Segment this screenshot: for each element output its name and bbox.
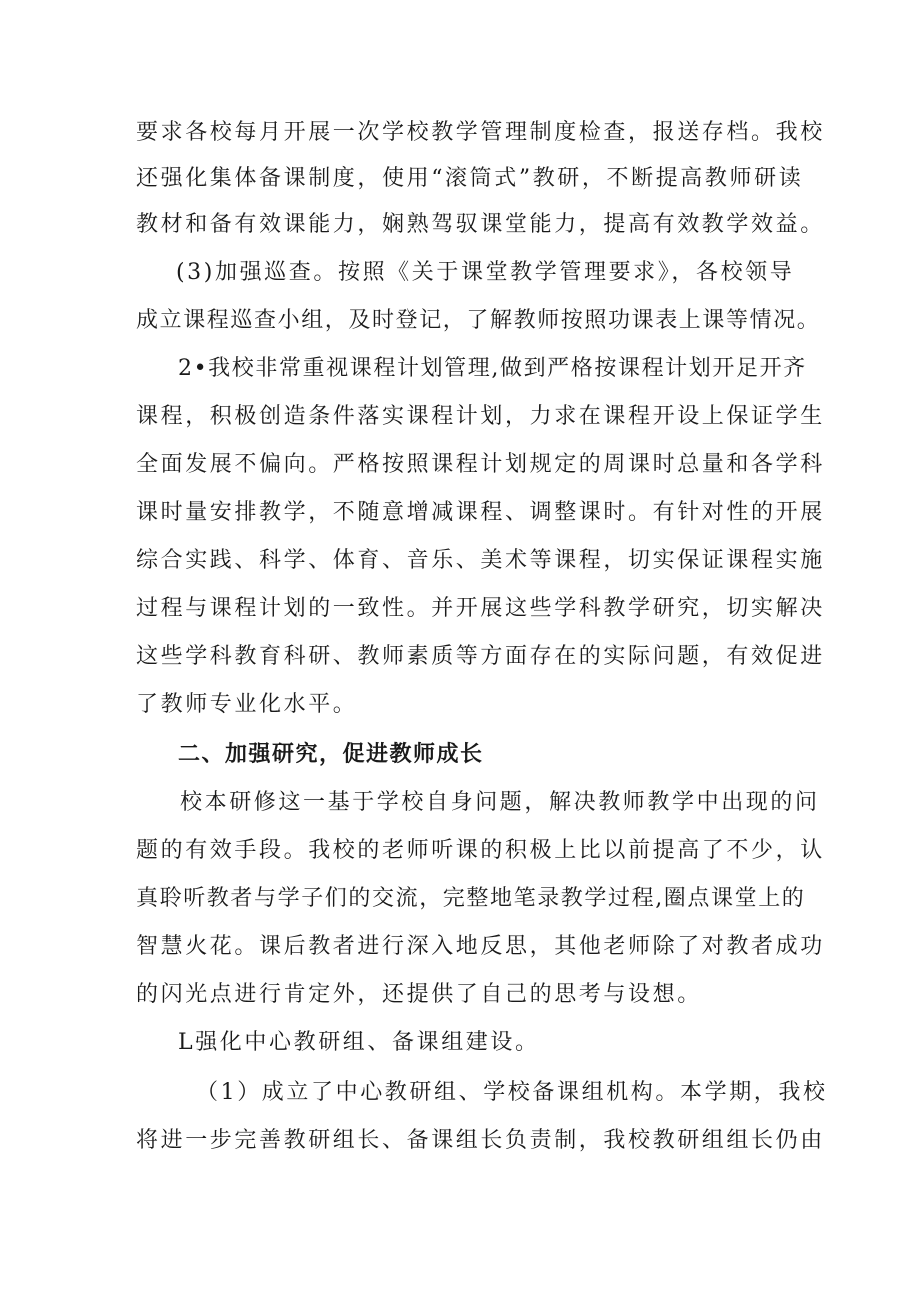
paragraph-line: 综合实践、科学、体育、音乐、美术等课程，切实保证课程实施	[136, 548, 825, 573]
paragraph-line: 过程与课程计划的一致性。并开展这些学科教学研究，切实解决	[136, 596, 825, 621]
paragraph-line: 真聆听教者与学子们的交流，完整地笔录教学过程,圈点课堂上的	[136, 886, 806, 911]
paragraph-line: L强化中心教研组、备课组建设。	[178, 1030, 540, 1055]
paragraph-line: 教材和备有效课能力，娴熟驾驭课堂能力，提高有效教学效益。	[136, 212, 825, 237]
paragraph-line: 还强化集体备课制度，使用“滚筒式”教研，不断提高教师研读	[136, 166, 804, 191]
paragraph-line: 成立课程巡查小组，及时登记，了解教师按照功课表上课等情况。	[136, 308, 821, 333]
paragraph-line: 这些学科教育科研、教师素质等方面存在的实际问题，有效促进	[136, 644, 825, 669]
paragraph-line: 了教师专业化水平。	[136, 692, 358, 717]
section-heading: 二、加强研究，促进教师成长	[178, 742, 484, 767]
paragraph-line: 课时量安排教学，不随意增减课程、调整课时。有针对性的开展	[136, 500, 825, 525]
paragraph-line: (3)加强巡查。按照《关于课堂教学管理要求》，各校领导	[176, 260, 795, 285]
paragraph-line: 的闪光点进行肯定外，还提供了自己的思考与设想。	[136, 982, 702, 1007]
paragraph-line: 要求各校每月开展一次学校教学管理制度检查，报送存档。我校	[136, 120, 825, 145]
paragraph-line: 2•我校非常重视课程计划管理,做到严格按课程计划开足开齐	[178, 356, 807, 381]
paragraph-line: 智慧火花。课后教者进行深入地反思，其他老师除了对教者成功	[136, 934, 825, 959]
paragraph-line: 将进一步完善教研组长、备课组长负责制，我校教研组组长仍由	[136, 1128, 825, 1153]
paragraph-line: 课程，积极创造条件落实课程计划，力求在课程开设上保证学生	[136, 404, 825, 429]
paragraph-line: 校本研修这一基于学校自身问题，解决教师教学中出现的问	[180, 790, 820, 815]
paragraph-line: （1）成立了中心教研组、学校备课组机构。本学期，我校	[196, 1080, 828, 1105]
paragraph-line: 题的有效手段。我校的老师听课的积极上比以前提高了不少，认	[136, 838, 825, 863]
paragraph-line: 全面发展不偏向。严格按照课程计划规定的周课时总量和各学科	[136, 452, 825, 477]
